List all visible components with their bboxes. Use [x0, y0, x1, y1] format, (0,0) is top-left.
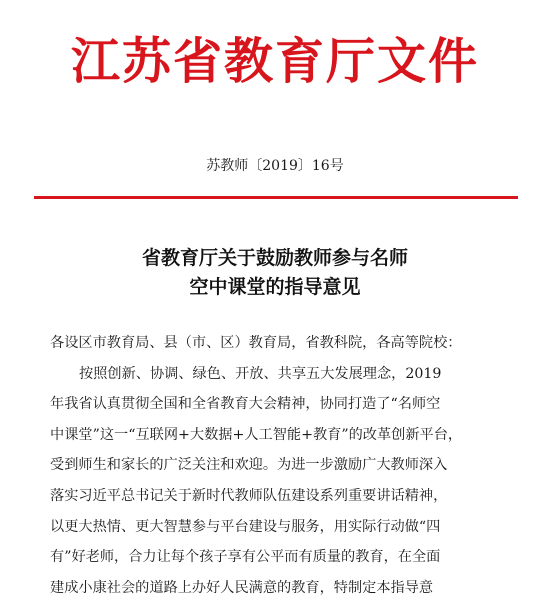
body-line: 以更大热情、更大智慧参与平台建设与服务，用实际行动做“四: [50, 518, 441, 535]
body-line: 中课堂”这一“互联网+大数据+人工智能+教育”的改革创新平台，: [50, 426, 463, 443]
body-line: 有”好老师，合力让每个孩子享有公平而有质量的教育，在全面: [50, 549, 441, 566]
document-title-line-2: 空中课堂的指导意见: [189, 276, 361, 298]
document-number: 苏教师〔2019〕16号: [206, 158, 344, 174]
body-line: 年我省认真贯彻全国和全省教育大会精神，协同打造了“名师空: [50, 396, 441, 413]
document-title-line-1: 省教育厅关于鼓励教师参与名师: [141, 247, 408, 269]
red-divider-line: [34, 196, 518, 199]
body-line: 落实习近平总书记关于新时代教师队伍建设系列重要讲话精神，: [50, 487, 448, 504]
agency-header-title: 江苏省教育厅文件: [70, 33, 479, 90]
document-title: [0, 244, 550, 302]
document-body: [50, 328, 520, 603]
body-salutation: 各设区市教育局、县（市、区）教育局，省教科院，各高等院校：: [50, 335, 462, 351]
body-line: 受到师生和家长的广泛关注和欢迎。为进一步激励广大教师深入: [50, 457, 448, 474]
body-line: 建成小康社会的道路上办好人民满意的教育，特制定本指导意: [50, 579, 434, 596]
body-line: 按照创新、协调、绿色、开放、共享五大发展理念，2019: [79, 365, 442, 382]
